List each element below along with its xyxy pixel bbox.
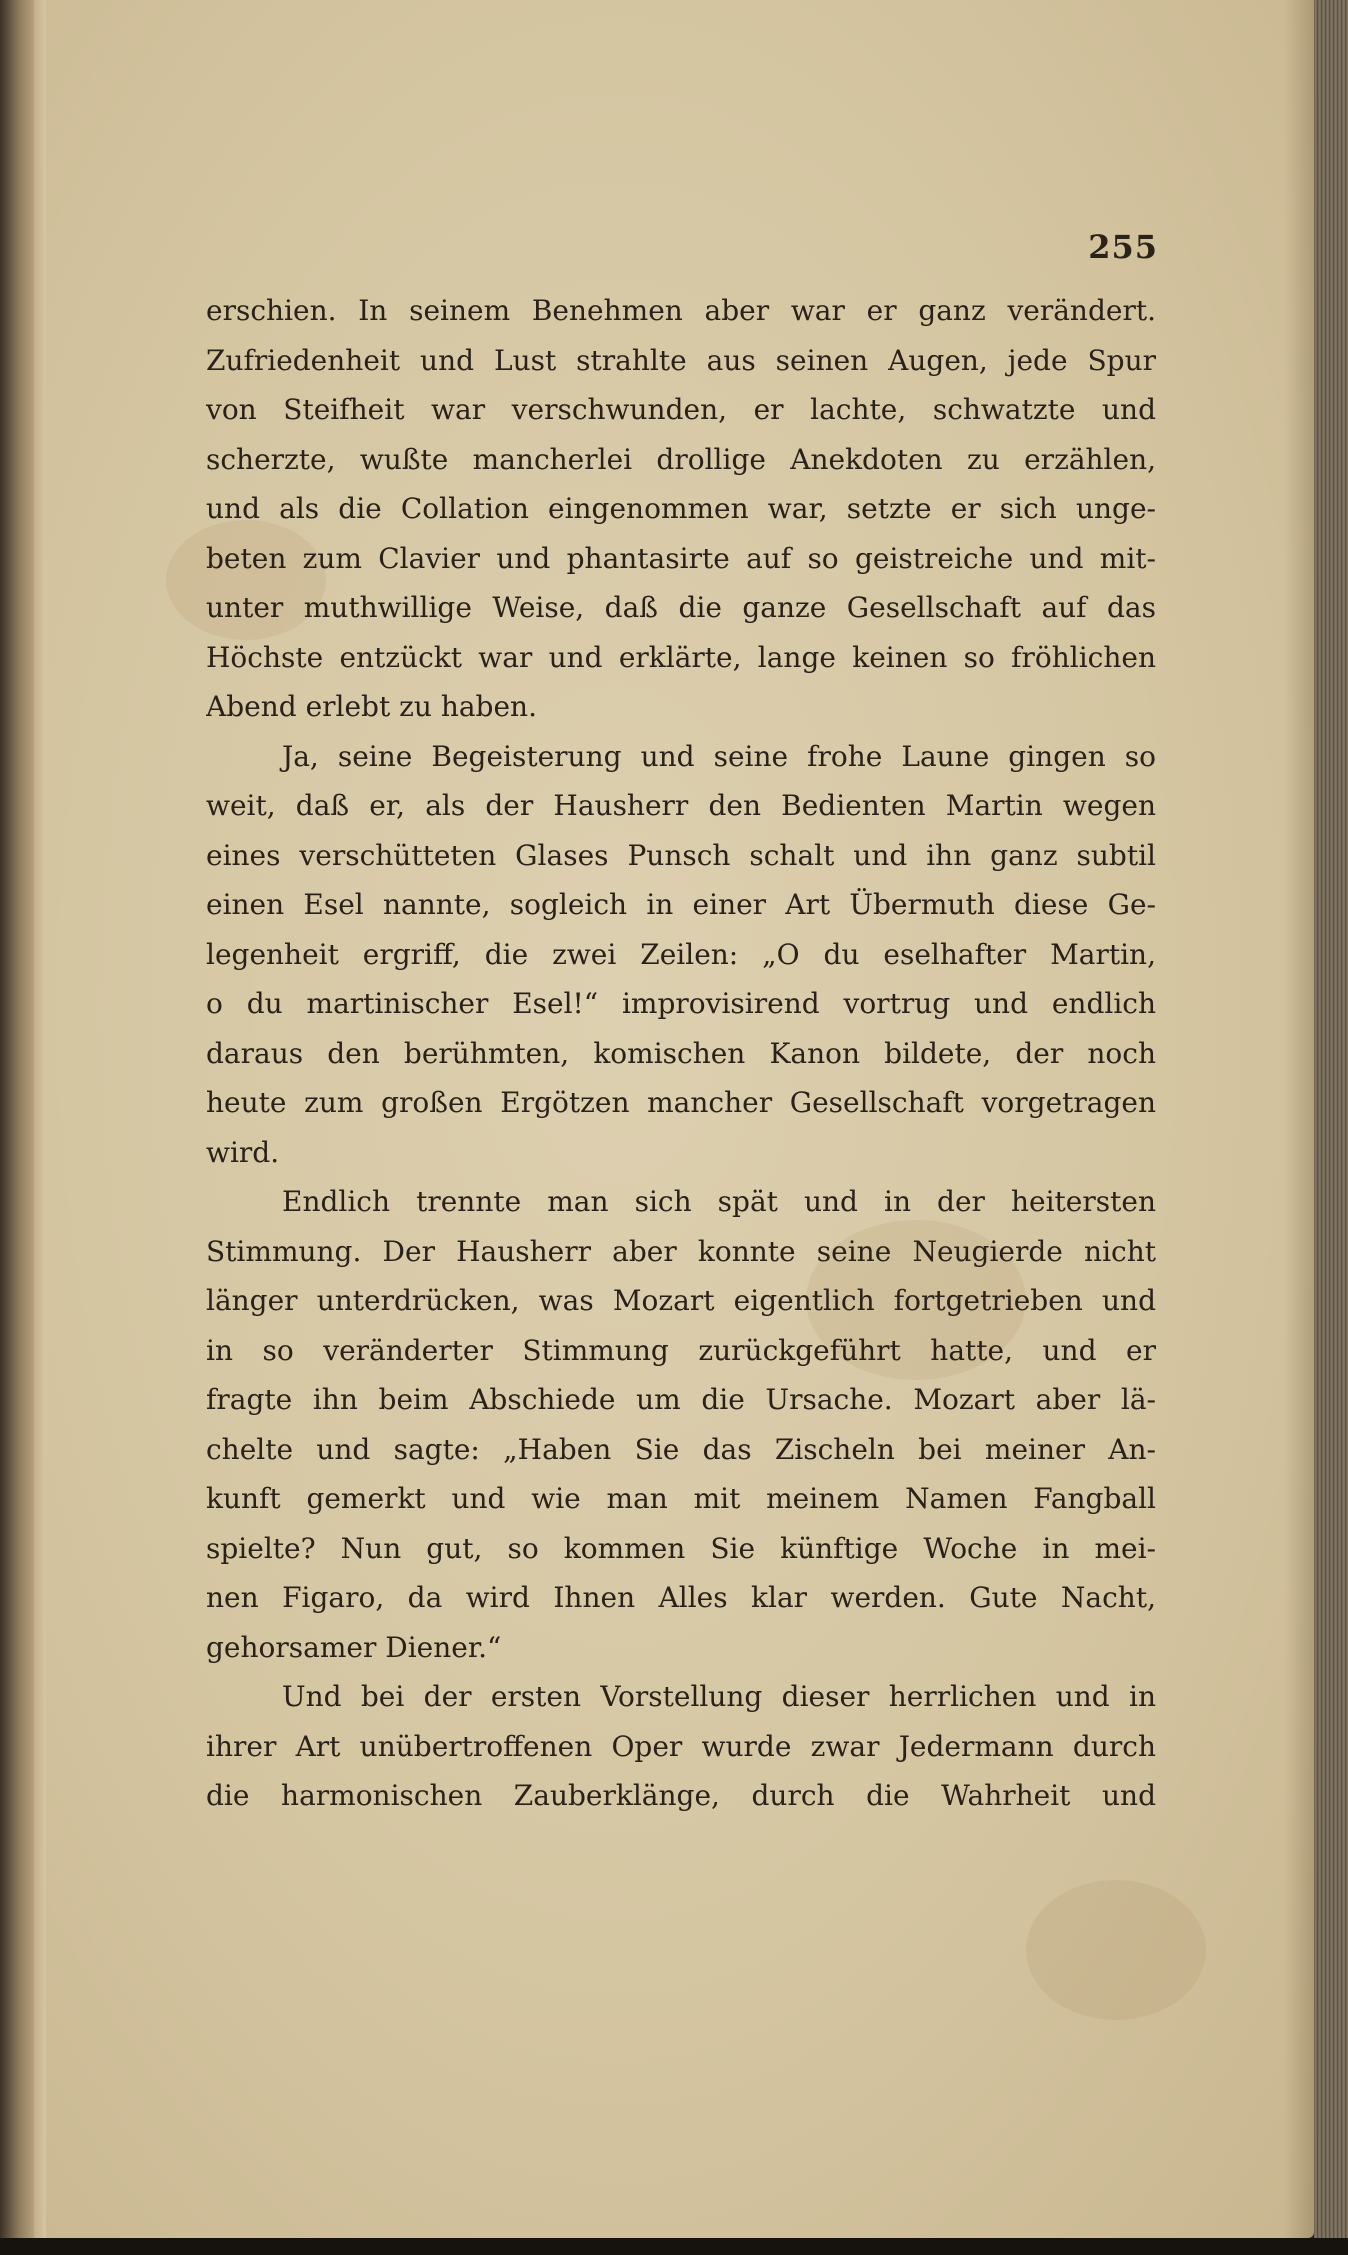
text-line: weit, daß er, als der Hausherr den Bedienten Martin wegen	[206, 789, 1156, 822]
text-line: Abend erlebt zu haben.	[206, 690, 537, 723]
text-line: kunft gemerkt und wie man mit meinem Namen Fangball	[206, 1482, 1156, 1515]
text-line: nen Figaro, da wird Ihnen Alles klar werden. Gute Nacht,	[206, 1581, 1156, 1614]
text-line: in so veränderter Stimmung zurückgeführt hatte, und er	[206, 1333, 1156, 1367]
book-gutter	[34, 0, 46, 2255]
text-line: fragte ihn beim Abschiede um die Ursache. Mozart aber lä-	[206, 1383, 1156, 1416]
text-line: daraus den berühmten, komischen Kanon bildete, der noch	[206, 1036, 1156, 1070]
text-line: einen Esel nannte, sogleich in einer Art Übermuth diese Ge-	[206, 888, 1156, 921]
body-text	[206, 286, 1156, 1821]
text-line: scherzte, wußte mancherlei drollige Anekdoten zu erzählen,	[206, 442, 1156, 476]
text-line: die harmonischen Zauberklänge, durch die Wahrheit und	[206, 1779, 1156, 1812]
text-line: wird.	[206, 1135, 280, 1169]
text-line: von Steifheit war verschwunden, er lachte, schwatzte und	[206, 393, 1156, 426]
page-number: 255	[1088, 228, 1158, 266]
text-line: ihrer Art unübertroffenen Oper wurde zwar Jedermann durch	[206, 1729, 1156, 1763]
page-stack-edge	[1314, 0, 1348, 2255]
text-line: länger unterdrücken, was Mozart eigentlich fortgetrieben und	[206, 1284, 1156, 1317]
scan-bottom-edge	[0, 2238, 1348, 2255]
text-line: Ja, seine Begeisterung und seine frohe Laune gingen so	[282, 739, 1156, 773]
text-line: Und bei der ersten Vorstellung dieser herrlichen und in	[282, 1680, 1156, 1713]
text-line: eines verschütteten Glases Punsch schalt und ihn ganz subtil	[206, 838, 1156, 872]
text-line: und als die Collation eingenommen war, setzte er sich unge-	[206, 492, 1156, 525]
text-line: Endlich trennte man sich spät und in der heitersten	[282, 1185, 1156, 1218]
text-line: o du martinischer Esel!“ improvisirend vortrug und endlich	[206, 987, 1156, 1020]
text-line: legenheit ergriff, die zwei Zeilen: „O du eselhafter Martin,	[206, 937, 1156, 971]
text-line: erschien. In seinem Benehmen aber war er ganz verändert.	[206, 294, 1156, 327]
text-line: Zufriedenheit und Lust strahlte aus seinen Augen, jede Spur	[206, 343, 1156, 377]
text-line: beten zum Clavier und phantasirte auf so geistreiche und mit-	[206, 541, 1156, 575]
facing-page-edge	[0, 0, 34, 2255]
text-line: unter muthwillige Weise, daß die ganze Gesellschaft auf das	[206, 591, 1156, 624]
text-line: Höchste entzückt war und erklärte, lange keinen so fröhlichen	[206, 640, 1156, 674]
text-line: Stimmung. Der Hausherr aber konnte seine Neugierde nicht	[206, 1234, 1156, 1268]
text-line: spielte? Nun gut, so kommen Sie künftige Woche in mei-	[206, 1531, 1156, 1565]
page-shadow	[1284, 0, 1314, 2238]
text-line: chelte und sagte: „Haben Sie das Zischeln bei meiner An-	[206, 1432, 1156, 1466]
text-line: gehorsamer Diener.“	[206, 1630, 502, 1664]
paper-stain	[1026, 1880, 1206, 2020]
text-line: heute zum großen Ergötzen mancher Gesellschaft vorgetragen	[206, 1086, 1156, 1119]
